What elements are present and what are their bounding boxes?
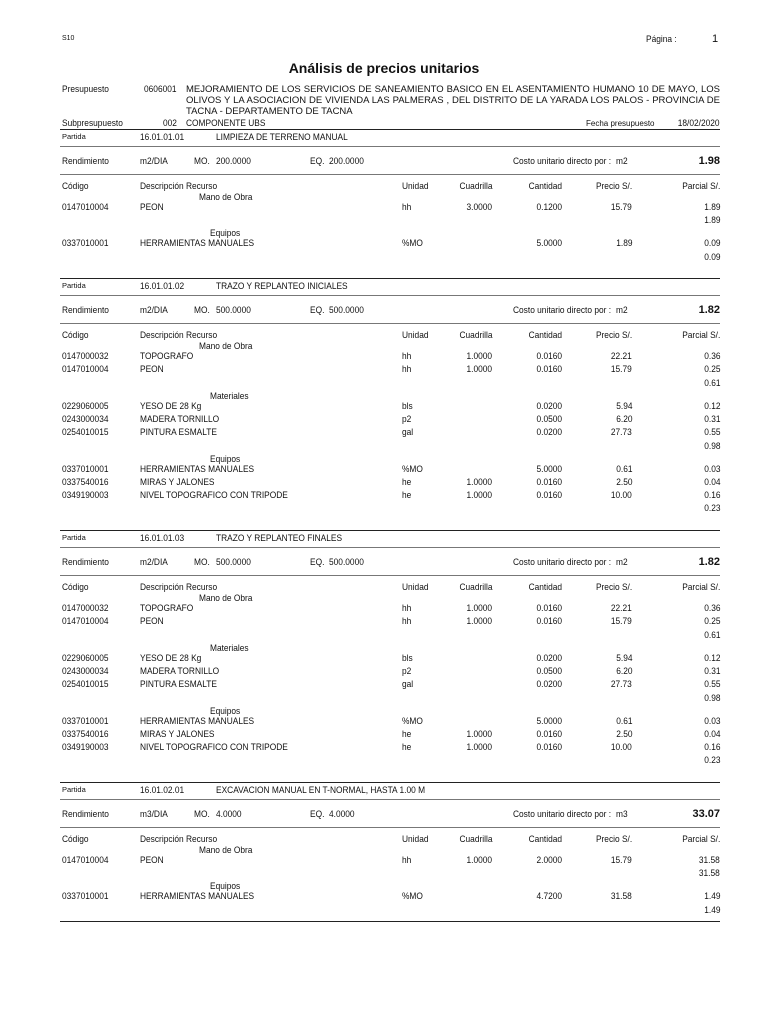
group-subtotal: 0.61 — [703, 377, 720, 389]
col-header-unidad: Unidad — [402, 181, 429, 192]
row-precio: 31.58 — [611, 891, 632, 903]
eq-value: 500.0000 — [329, 557, 364, 568]
row-precio: 27.73 — [611, 679, 632, 691]
col-header-cantidad: Cantidad — [528, 582, 562, 593]
row-parcial: 0.31 — [703, 413, 720, 425]
partida-code: 16.01.01.01 — [140, 132, 185, 143]
subpresupuesto-name: COMPONENTE UBS — [186, 118, 266, 129]
row-code: 0337010001 — [62, 238, 109, 250]
row-cantidad: 0.0200 — [536, 427, 562, 439]
row-cantidad: 5.0000 — [536, 715, 562, 727]
partida-code: 16.01.01.03 — [140, 533, 185, 544]
col-header-descripcion: Descripción Recurso — [140, 834, 218, 845]
row-precio: 22.21 — [611, 351, 632, 362]
row-cantidad: 0.0200 — [536, 400, 562, 412]
row-description: HERRAMIENTAS MANUALES — [140, 463, 255, 475]
mo-value: 4.0000 — [216, 809, 242, 820]
mo-label: MO. — [194, 809, 210, 820]
row-precio: 15.79 — [611, 855, 632, 866]
row-code: 0254010015 — [62, 679, 109, 691]
col-header-descripcion: Descripción Recurso — [140, 181, 218, 192]
row-precio: 5.94 — [615, 652, 632, 664]
col-header-precio: Precio S/. — [595, 330, 632, 341]
row-code: 0147010004 — [62, 364, 109, 376]
row-code: 0243000034 — [62, 665, 109, 677]
row-parcial: 0.16 — [703, 742, 720, 754]
costo-value: 1.82 — [698, 304, 720, 316]
partida-name: TRAZO Y REPLANTEO FINALES — [216, 533, 343, 544]
row-cantidad: 0.0500 — [536, 413, 562, 425]
row-precio: 22.21 — [611, 603, 632, 614]
group-subtotal: 1.49 — [703, 904, 720, 916]
row-description: PEON — [140, 202, 164, 213]
eq-value: 200.0000 — [329, 156, 364, 167]
row-parcial: 0.25 — [703, 616, 720, 628]
row-cuadrilla: 1.0000 — [466, 490, 492, 502]
row-parcial: 31.58 — [699, 855, 720, 866]
row-description: TOPOGRAFO — [140, 603, 194, 614]
row-description: PEON — [140, 855, 164, 866]
col-header-cuadrilla: Cuadrilla — [459, 582, 492, 593]
costo-value: 1.82 — [698, 556, 720, 568]
mo-label: MO. — [194, 305, 210, 316]
row-parcial: 0.36 — [703, 351, 720, 362]
costo-label: Costo unitario directo por : — [513, 305, 612, 316]
row-unit: he — [402, 476, 412, 488]
rendimiento-unit: m2/DIA — [140, 305, 168, 316]
row-code: 0337540016 — [62, 476, 109, 488]
row-cantidad: 5.0000 — [536, 238, 562, 250]
group-subtotal: 0.61 — [703, 629, 720, 641]
costo-value: 33.07 — [692, 808, 720, 820]
group-title: Mano de Obra — [199, 845, 253, 856]
row-code: 0147010004 — [62, 855, 109, 866]
eq-value: 500.0000 — [329, 305, 364, 316]
row-cuadrilla: 1.0000 — [466, 351, 492, 362]
partida-code: 16.01.02.01 — [140, 785, 185, 796]
row-unit: hh — [402, 616, 412, 628]
row-unit: p2 — [402, 413, 412, 425]
row-parcial: 0.09 — [703, 238, 720, 250]
row-unit: %MO — [402, 715, 423, 727]
row-parcial: 0.04 — [703, 476, 720, 488]
col-header-cuadrilla: Cuadrilla — [459, 330, 492, 341]
col-header-codigo: Código — [62, 330, 89, 341]
row-parcial: 1.49 — [703, 891, 720, 903]
col-header-descripcion: Descripción Recurso — [140, 330, 218, 341]
costo-label: Costo unitario directo por : — [513, 156, 612, 167]
row-parcial: 0.03 — [703, 463, 720, 475]
row-unit: %MO — [402, 891, 423, 903]
row-parcial: 0.36 — [703, 603, 720, 614]
row-description: PINTURA ESMALTE — [140, 427, 217, 439]
group-subtotal: 0.23 — [703, 503, 720, 515]
row-code: 0243000034 — [62, 413, 109, 425]
group-subtotal: 0.23 — [703, 755, 720, 767]
row-code: 0254010015 — [62, 427, 109, 439]
partida-divider — [60, 146, 720, 147]
page-title: Análisis de precios unitarios — [288, 60, 480, 76]
row-description: NIVEL TOPOGRAFICO CON TRIPODE — [140, 490, 288, 502]
row-code: 0337010001 — [62, 715, 109, 727]
col-header-cantidad: Cantidad — [528, 330, 562, 341]
row-parcial: 0.16 — [703, 490, 720, 502]
row-description: MIRAS Y JALONES — [140, 728, 215, 740]
row-unit: hh — [402, 855, 412, 866]
row-precio: 6.20 — [615, 413, 632, 425]
eq-label: EQ. — [310, 156, 325, 167]
final-rule — [60, 921, 720, 922]
partida-name: TRAZO Y REPLANTEO INICIALES — [216, 281, 348, 292]
mo-value: 500.0000 — [216, 557, 251, 568]
costo-unit: m2 — [616, 156, 628, 167]
row-precio: 2.50 — [615, 476, 632, 488]
row-code: 0349190003 — [62, 490, 109, 502]
row-precio: 2.50 — [615, 728, 632, 740]
row-parcial: 0.55 — [703, 427, 720, 439]
row-parcial: 0.03 — [703, 715, 720, 727]
row-code: 0229060005 — [62, 400, 109, 412]
row-unit: he — [402, 490, 412, 502]
row-cantidad: 2.0000 — [536, 855, 562, 866]
col-header-codigo: Código — [62, 181, 89, 192]
presupuesto-code: 0606001 — [144, 84, 177, 95]
partida-divider — [60, 799, 720, 800]
row-description: PEON — [140, 616, 164, 628]
group-subtotal: 1.89 — [703, 215, 720, 227]
mo-label: MO. — [194, 156, 210, 167]
row-description: HERRAMIENTAS MANUALES — [140, 891, 255, 903]
row-cuadrilla: 1.0000 — [466, 616, 492, 628]
row-cantidad: 0.0160 — [536, 603, 562, 614]
rendimiento-unit: m2/DIA — [140, 557, 168, 568]
row-unit: hh — [402, 603, 412, 614]
row-parcial: 0.04 — [703, 728, 720, 740]
presupuesto-description: MEJORAMIENTO DE LOS SERVICIOS DE SANEAMIENTO BASICO EN EL ASENTAMIENTO HUMANO 10 DE MAYO, LOS OLIVOS Y LA ASOCIACION DE VIVIENDA LAS PALMERAS , DEL DISTRITO DE LA YARADA LOS PALOS - PROVINCIA DE TACNA - DEPARTAMENTO DE TACNA — [186, 84, 720, 117]
row-unit: bls — [402, 652, 413, 664]
costo-unit: m2 — [616, 557, 628, 568]
row-precio: 0.61 — [615, 463, 632, 475]
col-header-descripcion: Descripción Recurso — [140, 582, 218, 593]
row-cantidad: 5.0000 — [536, 463, 562, 475]
col-header-codigo: Código — [62, 834, 89, 845]
row-precio: 6.20 — [615, 665, 632, 677]
partida-label: Partida — [62, 281, 86, 290]
mo-value: 500.0000 — [216, 305, 251, 316]
group-title: Mano de Obra — [199, 593, 253, 604]
row-precio: 15.79 — [611, 616, 632, 628]
row-precio: 10.00 — [611, 742, 632, 754]
col-header-precio: Precio S/. — [595, 181, 632, 192]
page-label: Página : — [646, 34, 677, 45]
partida-divider — [60, 295, 720, 296]
partida-label: Partida — [62, 533, 86, 542]
row-description: HERRAMIENTAS MANUALES — [140, 238, 255, 250]
rendimiento-unit: m2/DIA — [140, 156, 168, 167]
col-header-unidad: Unidad — [402, 330, 429, 341]
row-code: 0337010001 — [62, 891, 109, 903]
row-unit: %MO — [402, 238, 423, 250]
col-header-codigo: Código — [62, 582, 89, 593]
row-unit: he — [402, 728, 412, 740]
row-description: PINTURA ESMALTE — [140, 679, 217, 691]
row-cuadrilla: 1.0000 — [466, 855, 492, 866]
row-cuadrilla: 1.0000 — [466, 476, 492, 488]
row-precio: 5.94 — [615, 400, 632, 412]
row-parcial: 0.12 — [703, 400, 720, 412]
row-cuadrilla: 1.0000 — [466, 742, 492, 754]
fecha-value: 18/02/2020 — [678, 118, 720, 129]
row-unit: hh — [402, 364, 412, 376]
row-cuadrilla: 1.0000 — [466, 364, 492, 376]
row-code: 0147010004 — [62, 202, 109, 213]
row-parcial: 0.12 — [703, 652, 720, 664]
row-description: MIRAS Y JALONES — [140, 476, 215, 488]
partida-top-rule — [60, 129, 720, 130]
row-cantidad: 0.0160 — [536, 728, 562, 740]
row-description: YESO DE 28 Kg — [140, 652, 202, 664]
row-parcial: 0.31 — [703, 665, 720, 677]
group-title: Equipos — [210, 453, 241, 465]
columns-rule — [60, 575, 720, 576]
partida-code: 16.01.01.02 — [140, 281, 185, 292]
row-precio: 1.89 — [615, 238, 632, 250]
partida-top-rule — [60, 530, 720, 531]
row-cantidad: 0.0160 — [536, 364, 562, 376]
col-header-cantidad: Cantidad — [528, 834, 562, 845]
row-cantidad: 0.0160 — [536, 742, 562, 754]
row-cantidad: 0.0160 — [536, 490, 562, 502]
subpresupuesto-label: Subpresupuesto — [62, 118, 123, 129]
rendimiento-label: Rendimiento — [62, 557, 109, 568]
col-header-parcial: Parcial S/. — [681, 582, 720, 593]
partida-label: Partida — [62, 132, 86, 141]
fecha-label: Fecha presupuesto — [586, 119, 655, 128]
group-subtotal: 0.98 — [703, 440, 720, 452]
mo-label: MO. — [194, 557, 210, 568]
row-cantidad: 0.1200 — [536, 202, 562, 213]
row-parcial: 0.25 — [703, 364, 720, 376]
row-cuadrilla: 1.0000 — [466, 728, 492, 740]
group-subtotal: 31.58 — [699, 868, 720, 880]
partida-divider — [60, 547, 720, 548]
row-description: NIVEL TOPOGRAFICO CON TRIPODE — [140, 742, 288, 754]
row-precio: 0.61 — [615, 715, 632, 727]
row-cantidad: 0.0200 — [536, 652, 562, 664]
row-unit: %MO — [402, 463, 423, 475]
col-header-precio: Precio S/. — [595, 834, 632, 845]
row-description: TOPOGRAFO — [140, 351, 194, 362]
group-title: Materiales — [210, 642, 249, 654]
col-header-parcial: Parcial S/. — [681, 330, 720, 341]
row-description: MADERA TORNILLO — [140, 665, 220, 677]
columns-rule — [60, 174, 720, 175]
group-subtotal: 0.09 — [703, 251, 720, 263]
row-cantidad: 0.0200 — [536, 679, 562, 691]
col-header-cantidad: Cantidad — [528, 181, 562, 192]
col-header-precio: Precio S/. — [595, 582, 632, 593]
group-title: Mano de Obra — [199, 192, 253, 203]
partida-name: EXCAVACION MANUAL EN T-NORMAL, HASTA 1.00 M — [216, 785, 426, 796]
row-description: PEON — [140, 364, 164, 376]
system-code: S10 — [62, 35, 75, 42]
row-cuadrilla: 3.0000 — [466, 202, 492, 213]
row-precio: 15.79 — [611, 364, 632, 376]
col-header-parcial: Parcial S/. — [681, 834, 720, 845]
eq-label: EQ. — [310, 305, 325, 316]
row-cantidad: 0.0160 — [536, 616, 562, 628]
mo-value: 200.0000 — [216, 156, 251, 167]
group-title: Equipos — [210, 881, 241, 893]
rendimiento-label: Rendimiento — [62, 809, 109, 820]
row-code: 0147010004 — [62, 616, 109, 628]
row-cantidad: 0.0160 — [536, 351, 562, 362]
eq-label: EQ. — [310, 557, 325, 568]
row-code: 0349190003 — [62, 742, 109, 754]
costo-unit: m2 — [616, 305, 628, 316]
row-parcial: 1.89 — [703, 202, 720, 213]
costo-label: Costo unitario directo por : — [513, 809, 612, 820]
row-unit: gal — [402, 679, 414, 691]
columns-rule — [60, 827, 720, 828]
rendimiento-unit: m3/DIA — [140, 809, 168, 820]
costo-unit: m3 — [616, 809, 628, 820]
row-cuadrilla: 1.0000 — [466, 603, 492, 614]
row-unit: p2 — [402, 665, 412, 677]
row-cantidad: 0.0160 — [536, 476, 562, 488]
col-header-cuadrilla: Cuadrilla — [459, 181, 492, 192]
row-description: YESO DE 28 Kg — [140, 400, 202, 412]
row-description: HERRAMIENTAS MANUALES — [140, 715, 255, 727]
row-code: 0337540016 — [62, 728, 109, 740]
partida-label: Partida — [62, 785, 86, 794]
row-precio: 27.73 — [611, 427, 632, 439]
columns-rule — [60, 323, 720, 324]
row-unit: hh — [402, 202, 412, 213]
eq-label: EQ. — [310, 809, 325, 820]
group-subtotal: 0.98 — [703, 692, 720, 704]
group-title: Equipos — [210, 228, 241, 240]
presupuesto-label: Presupuesto — [62, 84, 109, 95]
row-unit: gal — [402, 427, 414, 439]
partida-top-rule — [60, 782, 720, 783]
row-cantidad: 4.7200 — [536, 891, 562, 903]
eq-value: 4.0000 — [329, 809, 355, 820]
row-code: 0229060005 — [62, 652, 109, 664]
partida-top-rule — [60, 278, 720, 279]
row-code: 0147000032 — [62, 351, 109, 362]
rendimiento-label: Rendimiento — [62, 156, 109, 167]
row-code: 0337010001 — [62, 463, 109, 475]
row-precio: 10.00 — [611, 490, 632, 502]
col-header-cuadrilla: Cuadrilla — [459, 834, 492, 845]
row-precio: 15.79 — [611, 202, 632, 213]
row-unit: he — [402, 742, 412, 754]
row-description: MADERA TORNILLO — [140, 413, 220, 425]
row-code: 0147000032 — [62, 603, 109, 614]
row-unit: bls — [402, 400, 413, 412]
partida-name: LIMPIEZA DE TERRENO MANUAL — [216, 132, 348, 143]
page-number: 1 — [712, 33, 719, 45]
col-header-parcial: Parcial S/. — [681, 181, 720, 192]
subpresupuesto-code: 002 — [163, 118, 177, 129]
group-title: Equipos — [210, 705, 241, 717]
costo-label: Costo unitario directo por : — [513, 557, 612, 568]
group-title: Mano de Obra — [199, 341, 253, 352]
rendimiento-label: Rendimiento — [62, 305, 109, 316]
costo-value: 1.98 — [698, 155, 720, 167]
col-header-unidad: Unidad — [402, 582, 429, 593]
row-unit: hh — [402, 351, 412, 362]
col-header-unidad: Unidad — [402, 834, 429, 845]
row-cantidad: 0.0500 — [536, 665, 562, 677]
row-parcial: 0.55 — [703, 679, 720, 691]
group-title: Materiales — [210, 390, 249, 402]
